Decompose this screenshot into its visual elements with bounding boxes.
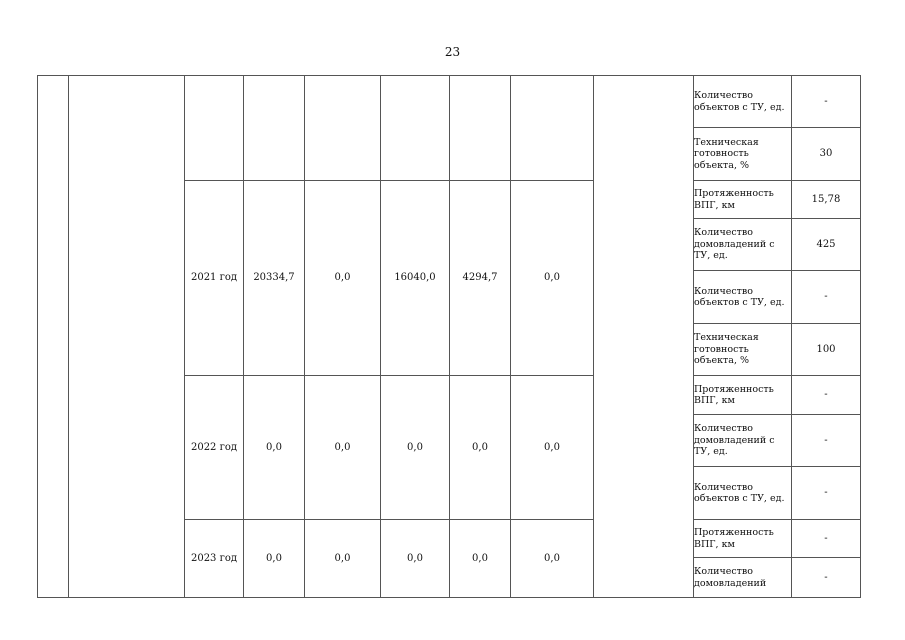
col-a-cell: 0,0 — [305, 181, 381, 376]
program-table — [37, 75, 861, 598]
indicator-value: - — [792, 415, 861, 467]
total-cell: 0,0 — [244, 376, 305, 520]
total-cell-prev — [244, 76, 305, 181]
indicator-name: Количество объектов с ТУ, ед. — [694, 76, 792, 128]
col-d-cell: 0,0 — [511, 376, 594, 520]
col-a-cell: 0,0 — [305, 376, 381, 520]
year-cell: 2022 год — [185, 376, 244, 520]
indicator-name: Техническая готовность объекта, % — [694, 324, 792, 376]
indicator-name: Количество объектов с ТУ, ед. — [694, 467, 792, 520]
executor-cell — [594, 76, 694, 598]
indicator-value: 30 — [792, 128, 861, 181]
indicator-name: Количество домовладений — [694, 558, 792, 598]
col-b-cell-prev — [381, 76, 450, 181]
indicator-name: Количество домовладений с ТУ, ед. — [694, 415, 792, 467]
col-b-cell: 0,0 — [381, 520, 450, 598]
col-c-cell: 0,0 — [450, 520, 511, 598]
indicator-value: - — [792, 558, 861, 598]
indicator-value: - — [792, 467, 861, 520]
col-d-cell-prev — [511, 76, 594, 181]
indicator-value: 15,78 — [792, 181, 861, 219]
indicator-value: - — [792, 76, 861, 128]
indicator-value: 100 — [792, 324, 861, 376]
indicator-value: - — [792, 520, 861, 558]
col-c-cell-prev — [450, 76, 511, 181]
total-cell: 0,0 — [244, 520, 305, 598]
indicator-name: Техническая готовность объекта, % — [694, 128, 792, 181]
col-a-cell: 0,0 — [305, 520, 381, 598]
indicator-name: Количество объектов с ТУ, ед. — [694, 271, 792, 324]
col-d-cell: 0,0 — [511, 181, 594, 376]
indicator-value: - — [792, 376, 861, 415]
page-number: 23 — [444, 45, 461, 59]
name-cell — [69, 76, 185, 598]
indicator-name: Протяженность ВПГ, км — [694, 376, 792, 415]
indicator-name: Протяженность ВПГ, км — [694, 520, 792, 558]
col-b-cell: 16040,0 — [381, 181, 450, 376]
col-b-cell: 0,0 — [381, 376, 450, 520]
year-cell-prev — [185, 76, 244, 181]
year-cell: 2023 год — [185, 520, 244, 598]
indicator-name: Количество домовладений с ТУ, ед. — [694, 219, 792, 271]
col-c-cell: 4294,7 — [450, 181, 511, 376]
indicator-value: - — [792, 271, 861, 324]
table-row — [38, 76, 861, 128]
total-cell: 20334,7 — [244, 181, 305, 376]
indicator-name: Протяженность ВПГ, км — [694, 181, 792, 219]
col-d-cell: 0,0 — [511, 520, 594, 598]
indicator-value: 425 — [792, 219, 861, 271]
year-cell: 2021 год — [185, 181, 244, 376]
col-a-cell-prev — [305, 76, 381, 181]
number-cell — [38, 76, 69, 598]
col-c-cell: 0,0 — [450, 376, 511, 520]
